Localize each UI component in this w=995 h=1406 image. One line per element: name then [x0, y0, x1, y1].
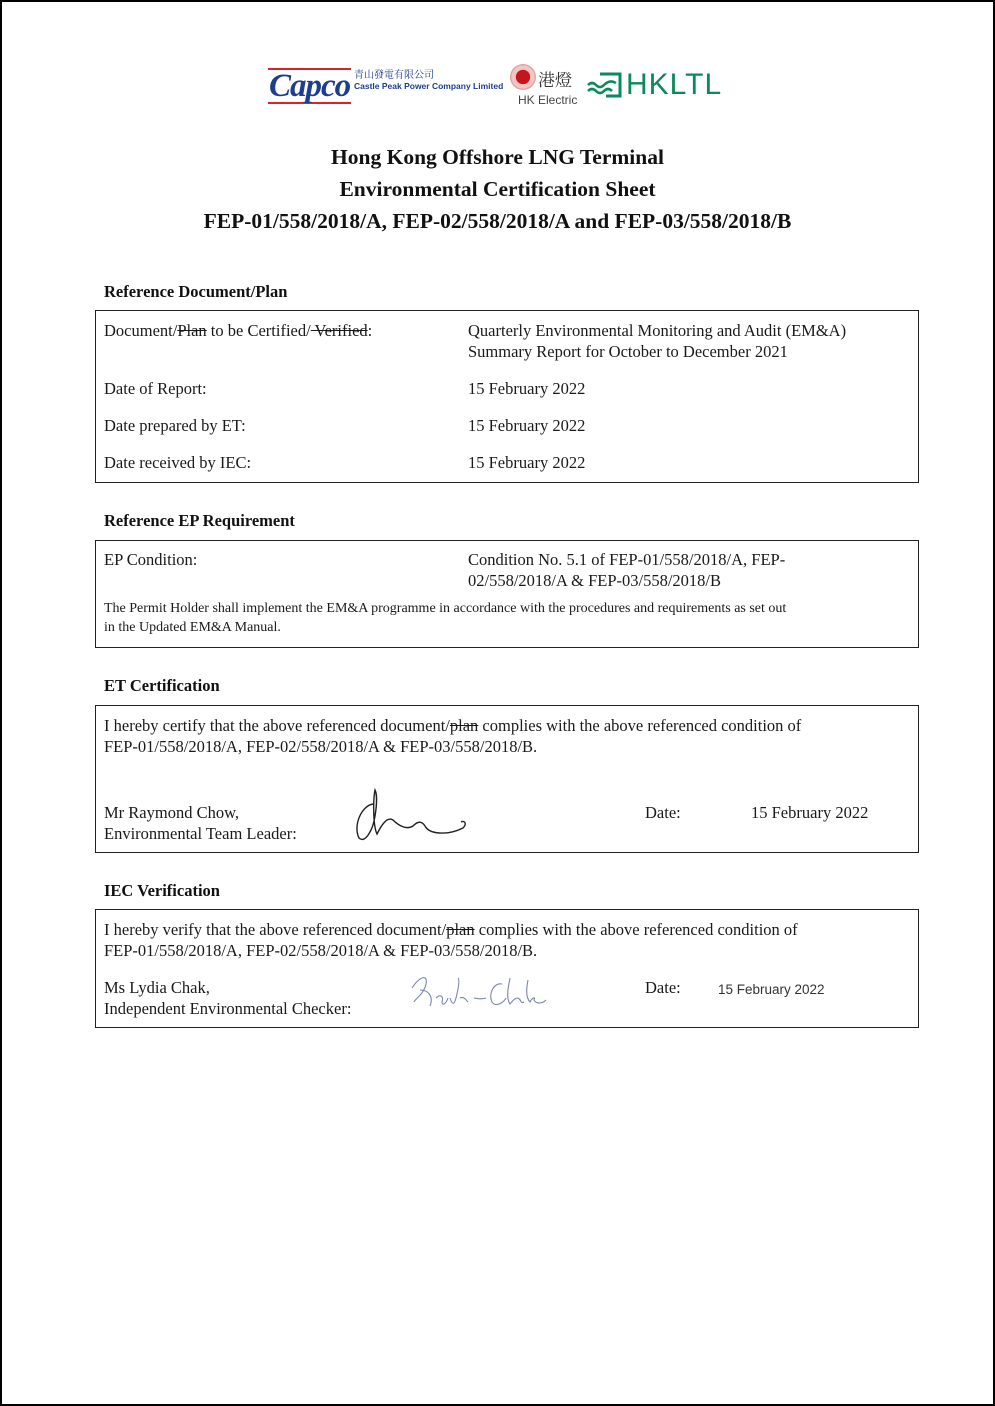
section-heading-reference-ep: Reference EP Requirement	[104, 511, 295, 530]
iec-signer-name: Ms Lydia Chak,	[104, 978, 210, 997]
date-of-report-label: Date of Report:	[104, 379, 207, 398]
hk-electric-english-name: HK Electric	[518, 93, 578, 107]
section-heading-reference-document: Reference Document/Plan	[104, 282, 288, 301]
et-statement-text: complies with the above referenced condition of	[478, 716, 802, 735]
struck-text-plan: plan	[449, 716, 479, 735]
section-heading-iec-verification: IEC Verification	[104, 881, 220, 900]
hkltl-wordmark: HKLTL	[626, 68, 723, 101]
iec-date-value: 15 February 2022	[718, 982, 825, 997]
logo-bar	[268, 64, 723, 110]
hkltl-logo	[586, 70, 722, 100]
et-date-label: Date:	[645, 803, 681, 822]
hk-electric-emblem-icon	[510, 64, 536, 90]
struck-text-plan: plan	[446, 920, 475, 939]
struck-text-plan: Plan	[177, 321, 207, 340]
capco-chinese-name: 青山發電有限公司	[354, 70, 434, 81]
iec-statement-line-2: FEP-01/558/2018/A, FEP-02/558/2018/A & FEP-03/558/2018/B.	[104, 941, 538, 960]
capco-subtitle	[354, 70, 503, 91]
iec-statement-text: complies with the above referenced condition of	[474, 920, 798, 939]
hk-electric-chinese-name: 港燈	[538, 71, 572, 91]
iec-date-label: Date:	[645, 978, 681, 997]
ep-note-line-2: in the Updated EM&A Manual.	[104, 620, 281, 635]
hk-electric-logo	[510, 64, 580, 110]
document-label-text: Document/	[104, 321, 178, 340]
date-received-value: 15 February 2022	[468, 453, 586, 472]
section-heading-et-certification: ET Certification	[104, 676, 220, 695]
reference-ep-box	[95, 540, 919, 648]
date-of-report-value: 15 February 2022	[468, 379, 586, 398]
document-value-line-1: Quarterly Environmental Monitoring and Audit (EM&A)	[468, 321, 847, 340]
et-statement-line-1	[104, 715, 801, 736]
ep-condition-value-line-2: 02/558/2018/A & FEP-03/558/2018/B	[468, 571, 722, 590]
et-signer-role: Environmental Team Leader:	[104, 824, 297, 843]
date-prepared-value: 15 February 2022	[468, 416, 586, 435]
reference-document-box	[95, 310, 919, 483]
document-label	[104, 320, 372, 341]
capco-logo	[268, 68, 351, 104]
iec-statement-text: I hereby verify that the above referenced document/	[104, 920, 447, 939]
capco-english-name: Castle Peak Power Company Limited	[354, 81, 504, 91]
date-prepared-label: Date prepared by ET:	[104, 416, 246, 435]
title-line-2: Environmental Certification Sheet	[339, 177, 656, 201]
iec-verification-box	[95, 909, 919, 1028]
iec-statement-line-1	[104, 919, 798, 940]
ep-note-line-1: The Permit Holder shall implement the EM&A programme in accordance with the procedures and requirements as set out	[104, 601, 787, 616]
et-statement-text: I hereby certify that the above referenced document/	[104, 716, 450, 735]
et-certification-box	[95, 705, 919, 853]
date-received-label: Date received by IEC:	[104, 453, 252, 472]
document-value-line-2: Summary Report for October to December 2021	[468, 342, 788, 361]
document-label-colon: :	[367, 321, 373, 340]
capco-wordmark: Capco	[269, 68, 351, 104]
iec-signature	[406, 968, 556, 1016]
et-date-value: 15 February 2022	[751, 803, 869, 822]
et-signature	[351, 786, 471, 846]
iec-signer-role: Independent Environmental Checker:	[104, 999, 352, 1018]
hkltl-wave-icon	[586, 71, 624, 99]
struck-text-verified: Verified	[310, 321, 368, 340]
title-line-1: Hong Kong Offshore LNG Terminal	[331, 145, 664, 169]
title-line-3: FEP-01/558/2018/A, FEP-02/558/2018/A and FEP-03/558/2018/B	[203, 209, 792, 233]
et-signer-name: Mr Raymond Chow,	[104, 803, 240, 822]
ep-condition-value-line-1: Condition No. 5.1 of FEP-01/558/2018/A, FEP-	[468, 550, 786, 569]
document-label-text: to be Certified/	[206, 321, 311, 340]
et-statement-line-2: FEP-01/558/2018/A, FEP-02/558/2018/A & FEP-03/558/2018/B.	[104, 737, 538, 756]
ep-condition-label: EP Condition:	[104, 550, 198, 569]
